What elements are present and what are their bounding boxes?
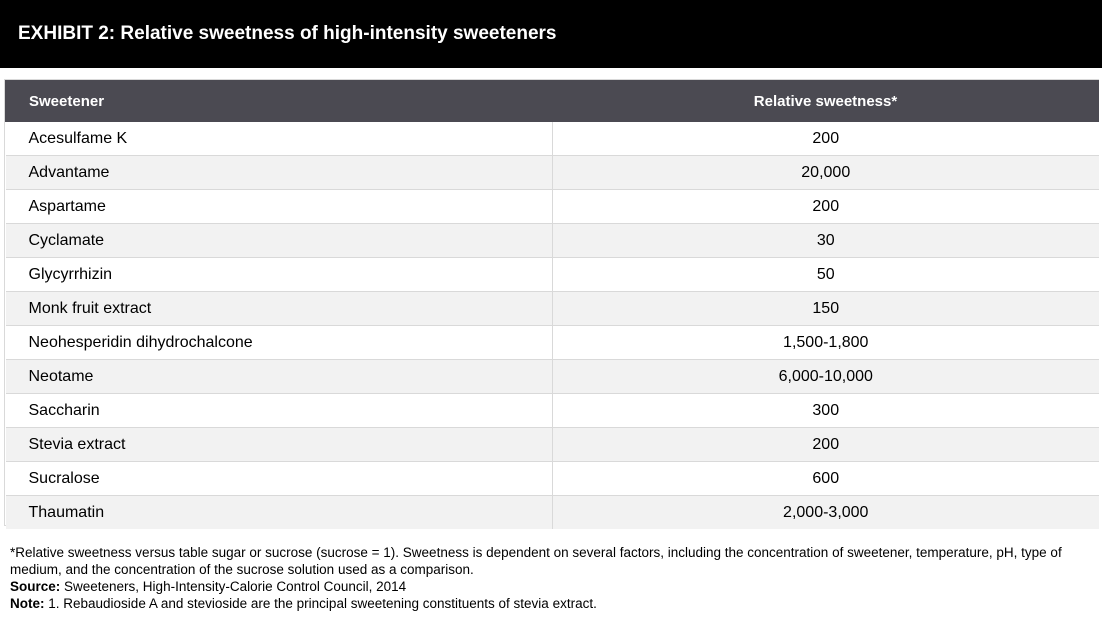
sweetener-name-cell: Aspartame xyxy=(6,190,553,224)
sweetener-name-cell: Acesulfame K xyxy=(6,122,553,156)
relative-sweetness-cell: 20,000 xyxy=(553,156,1099,190)
relative-sweetness-cell: 30 xyxy=(553,224,1099,258)
sweetener-name-cell: Sucralose xyxy=(6,462,553,496)
relative-sweetness-cell: 1,500-1,800 xyxy=(553,326,1099,360)
note-label: Note: xyxy=(10,596,45,611)
table-row xyxy=(6,462,1099,496)
note-line xyxy=(10,595,1090,612)
relative-sweetness-cell: 50 xyxy=(553,258,1099,292)
table-row xyxy=(6,394,1099,428)
column-header-sweetener: Sweetener xyxy=(6,81,553,122)
relative-sweetness-cell: 600 xyxy=(553,462,1099,496)
relative-sweetness-cell: 200 xyxy=(553,428,1099,462)
sweetener-name-cell: Monk fruit extract xyxy=(6,292,553,326)
relative-sweetness-cell: 150 xyxy=(553,292,1099,326)
table-row xyxy=(6,428,1099,462)
column-header-relative-sweetness: Relative sweetness* xyxy=(553,81,1099,122)
table-header xyxy=(6,81,1099,122)
footnotes xyxy=(10,544,1090,612)
table-row xyxy=(6,326,1099,360)
table-row xyxy=(6,156,1099,190)
relative-sweetness-cell: 200 xyxy=(553,122,1099,156)
table-row xyxy=(6,360,1099,394)
sweetness-table-container xyxy=(4,79,1099,526)
table-row xyxy=(6,190,1099,224)
table-row xyxy=(6,258,1099,292)
table-row xyxy=(6,122,1099,156)
exhibit-header xyxy=(0,0,1102,68)
table-row xyxy=(6,496,1099,530)
sweetener-name-cell: Neotame xyxy=(6,360,553,394)
relative-sweetness-cell: 200 xyxy=(553,190,1099,224)
sweetener-name-cell: Thaumatin xyxy=(6,496,553,530)
sweetener-name-cell: Cyclamate xyxy=(6,224,553,258)
sweetness-table xyxy=(5,80,1099,529)
sweetener-name-cell: Neohesperidin dihydrochalcone xyxy=(6,326,553,360)
note-text: 1. Rebaudioside A and stevioside are the principal sweetening constituents of stevia extract. xyxy=(44,596,597,611)
exhibit-title: EXHIBIT 2: Relative sweetness of high-intensity sweeteners xyxy=(18,23,557,44)
relative-sweetness-cell: 6,000-10,000 xyxy=(553,360,1099,394)
table-header-row xyxy=(6,81,1099,122)
table-body xyxy=(6,122,1099,530)
sweetener-name-cell: Glycyrrhizin xyxy=(6,258,553,292)
source-text: Sweeteners, High-Intensity-Calorie Control Council, 2014 xyxy=(60,579,407,594)
sweetener-name-cell: Saccharin xyxy=(6,394,553,428)
relative-sweetness-cell: 300 xyxy=(553,394,1099,428)
table-row xyxy=(6,292,1099,326)
sweetener-name-cell: Advantame xyxy=(6,156,553,190)
relative-sweetness-cell: 2,000-3,000 xyxy=(553,496,1099,530)
sweetener-name-cell: Stevia extract xyxy=(6,428,553,462)
table-row xyxy=(6,224,1099,258)
asterisk-footnote: *Relative sweetness versus table sugar or sucrose (sucrose = 1). Sweetness is dependent on several factors, including the concentration of sweetener, temperature, pH, type of medium, and the concentration of the sucrose solution used as a comparison. xyxy=(10,545,1062,577)
source-label: Source: xyxy=(10,579,61,594)
source-line xyxy=(10,578,1090,595)
